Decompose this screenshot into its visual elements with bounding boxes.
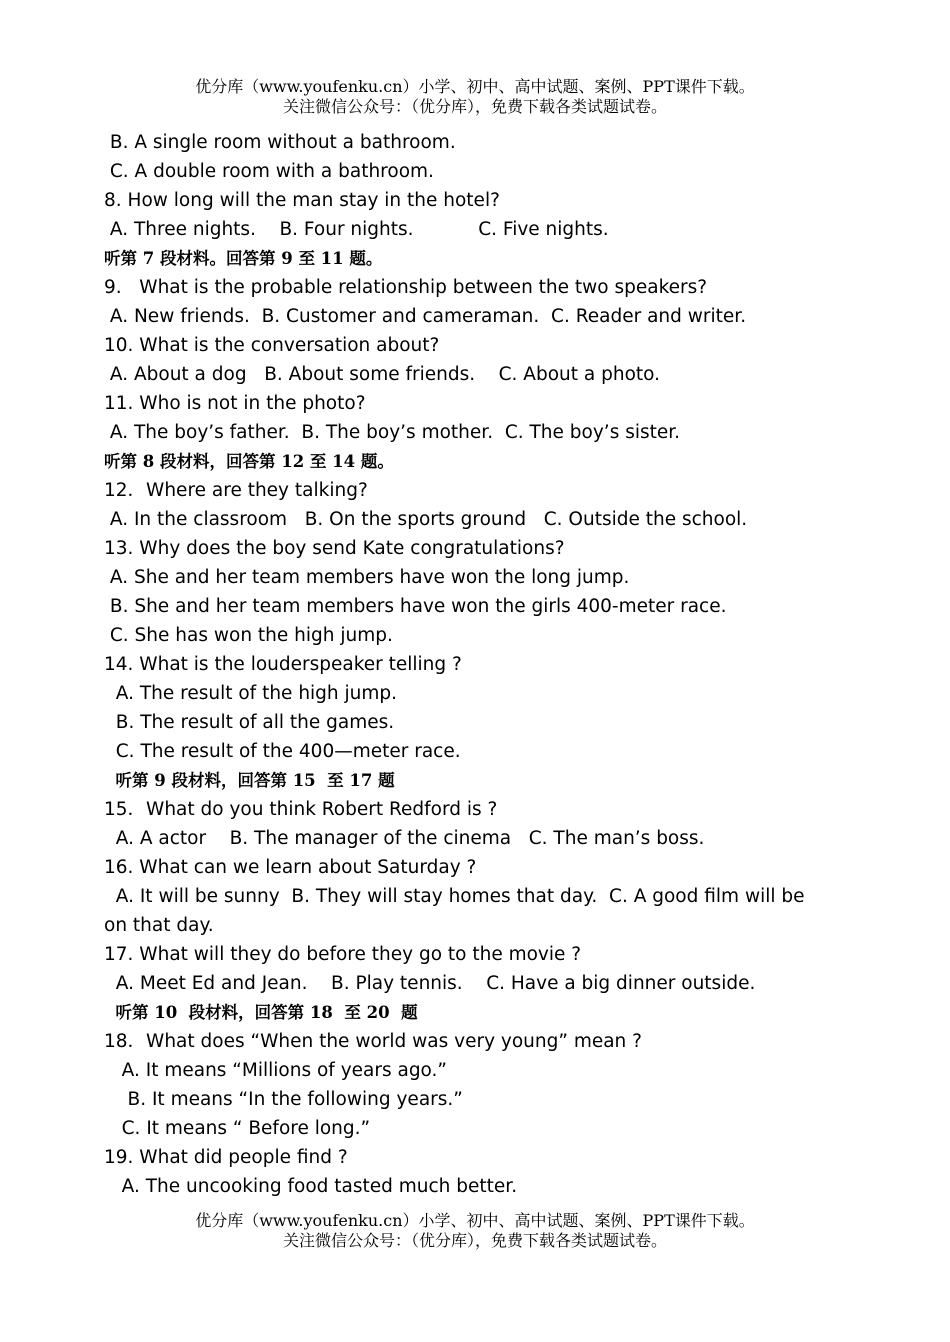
header-line-1: 优分库（www.youfenku.cn）小学、初中、高中试题、案例、PPT课件下载。 xyxy=(195,77,755,96)
options-16: A. It will be sunny B. They will stay homes that day. C. A good film will be xyxy=(104,886,805,907)
question-8: 8. How long will the man stay in the hotel? xyxy=(104,190,500,211)
question-11: 11. Who is not in the photo? xyxy=(104,393,366,414)
question-10: 10. What is the conversation about? xyxy=(104,335,440,356)
option-14-a: A. The result of the high jump. xyxy=(104,683,398,704)
options-10: A. About a dog B. About some friends. C. About a photo. xyxy=(104,364,661,385)
question-14: 14. What is the louderspeaker telling ? xyxy=(104,654,462,675)
question-15: 15．What do you think Robert Redford is ? xyxy=(104,799,498,820)
options-15: A. A actor B. The manager of the cinema C. The man’s boss. xyxy=(104,828,705,849)
option-19-a: A. The uncooking food tasted much better. xyxy=(104,1176,518,1197)
options-9: A. New friends. B. Customer and cameraman. C. Reader and writer. xyxy=(104,306,747,327)
options-8: A. Three nights. B. Four nights. C. Five nights. xyxy=(104,219,609,240)
question-9: 9. What is the probable relationship between the two speakers? xyxy=(104,277,708,298)
option-18-a: A. It means “Millions of years ago.” xyxy=(104,1060,448,1081)
options-17: A. Meet Ed and Jean. B. Play tennis. C. Have a big dinner outside. xyxy=(104,973,756,994)
option-18-c: C. It means “ Before long.” xyxy=(104,1118,371,1139)
footer-line-2: 关注微信公众号：（优分库），免费下载各类试题试卷。 xyxy=(282,1231,667,1250)
option-line: C. A double room with a bathroom. xyxy=(104,161,434,182)
section-heading-7: 听第 7 段材料。回答第 9 至 11 题。 xyxy=(104,249,383,268)
option-14-b: B. The result of all the games. xyxy=(104,712,395,733)
question-19: 19. What did people find ? xyxy=(104,1147,348,1168)
section-heading-9: 听第 9 段材料，回答第 15 至 17 题 xyxy=(104,771,395,790)
question-18: 18．What does “When the world was very young” mean ? xyxy=(104,1031,642,1052)
question-16: 16. What can we learn about Saturday ? xyxy=(104,857,477,878)
option-18-b: B. It means “In the following years.” xyxy=(104,1089,463,1110)
document-body xyxy=(104,128,864,1201)
page-header xyxy=(0,77,950,117)
option-13-c: C. She has won the high jump. xyxy=(104,625,393,646)
section-heading-10: 听第 10 段材料，回答第 18 至 20 题 xyxy=(104,1003,418,1022)
section-heading-8: 听第 8 段材料，回答第 12 至 14 题。 xyxy=(104,452,394,471)
options-12: A. In the classroom B. On the sports ground C. Outside the school. xyxy=(104,509,748,530)
question-17: 17. What will they do before they go to the movie ? xyxy=(104,944,582,965)
footer-line-1: 优分库（www.youfenku.cn）小学、初中、高中试题、案例、PPT课件下载。 xyxy=(195,1211,755,1230)
question-13: 13. Why does the boy send Kate congratulations? xyxy=(104,538,565,559)
options-11: A. The boy’s father. B. The boy’s mother. C. The boy’s sister. xyxy=(104,422,681,443)
options-16-continued: on that day. xyxy=(104,915,214,936)
page-footer xyxy=(0,1211,950,1251)
question-12: 12．Where are they talking? xyxy=(104,480,368,501)
option-line: B. A single room without a bathroom. xyxy=(104,132,456,153)
option-13-a: A. She and her team members have won the long jump. xyxy=(104,567,630,588)
header-line-2: 关注微信公众号：（优分库），免费下载各类试题试卷。 xyxy=(282,97,667,116)
option-14-c: C. The result of the 400—meter race. xyxy=(104,741,461,762)
option-13-b: B. She and her team members have won the girls 400-meter race. xyxy=(104,596,727,617)
